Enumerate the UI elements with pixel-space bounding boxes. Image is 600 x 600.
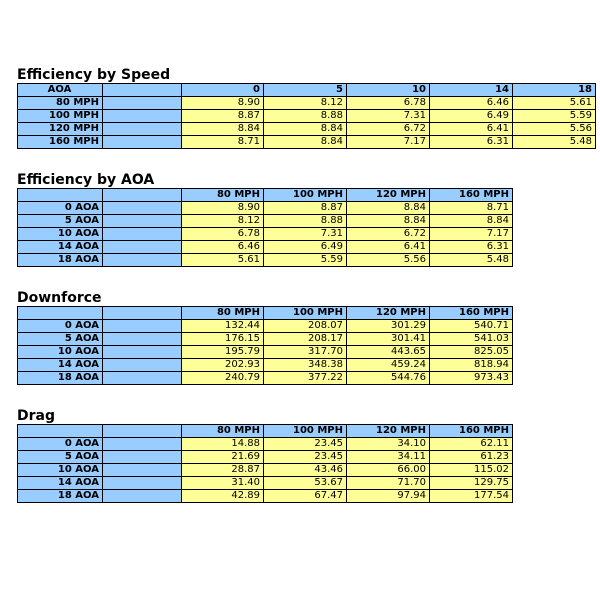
value-cell: 28.87 (182, 464, 264, 477)
value-cell: 544.76 (347, 372, 430, 385)
table-row (18, 333, 513, 346)
value-cell: 129.75 (430, 477, 513, 490)
table-row (18, 123, 596, 136)
value-cell: 6.72 (347, 123, 430, 136)
table-row (18, 477, 513, 490)
blank-header-cell (18, 189, 103, 202)
value-cell: 8.71 (182, 136, 264, 149)
value-cell: 973.43 (430, 372, 513, 385)
blank-cell (103, 97, 182, 110)
row-label: 10 AOA (18, 464, 103, 477)
row-label: 5 AOA (18, 451, 103, 464)
blank-cell (103, 464, 182, 477)
blank-cell (103, 110, 182, 123)
value-cell: 443.65 (347, 346, 430, 359)
value-cell: 377.22 (264, 372, 347, 385)
column-header: 100 MPH (264, 189, 347, 202)
value-cell: 8.87 (264, 202, 347, 215)
efficiency-by-speed-section (17, 67, 596, 149)
value-cell: 61.23 (430, 451, 513, 464)
value-cell: 348.38 (264, 359, 347, 372)
row-label: 5 AOA (18, 215, 103, 228)
blank-header-cell (103, 84, 182, 97)
value-cell: 8.12 (182, 215, 264, 228)
table-row (18, 254, 513, 267)
row-label: 160 MPH (18, 136, 103, 149)
row-label: 0 AOA (18, 320, 103, 333)
value-cell: 195.79 (182, 346, 264, 359)
blank-header-cell (18, 425, 103, 438)
table-row (18, 202, 513, 215)
column-header: 160 MPH (430, 425, 513, 438)
value-cell: 825.05 (430, 346, 513, 359)
row-label: 5 AOA (18, 333, 103, 346)
value-cell: 23.45 (264, 451, 347, 464)
value-cell: 6.31 (430, 136, 513, 149)
value-cell: 301.29 (347, 320, 430, 333)
row-label: 14 AOA (18, 241, 103, 254)
value-cell: 176.15 (182, 333, 264, 346)
section-title: Efficiency by Speed (17, 67, 171, 83)
value-cell: 8.90 (182, 202, 264, 215)
blank-header-cell (103, 189, 182, 202)
header-row (18, 84, 596, 97)
blank-cell (103, 136, 182, 149)
value-cell: 240.79 (182, 372, 264, 385)
value-cell: 5.48 (513, 136, 596, 149)
downforce-section (17, 290, 513, 385)
efficiency-by-speed-table (17, 83, 596, 149)
section-title: Efficiency by AOA (17, 172, 155, 188)
value-cell: 6.49 (430, 110, 513, 123)
efficiency-by-aoa-section (17, 172, 513, 267)
value-cell: 8.84 (430, 215, 513, 228)
value-cell: 8.88 (264, 215, 347, 228)
efficiency-by-aoa-table (17, 188, 513, 267)
corner-label: AOA (18, 84, 103, 97)
row-label: 18 AOA (18, 372, 103, 385)
value-cell: 6.41 (347, 241, 430, 254)
value-cell: 34.11 (347, 451, 430, 464)
value-cell: 7.31 (264, 228, 347, 241)
table-row (18, 241, 513, 254)
value-cell: 8.84 (347, 202, 430, 215)
value-cell: 8.84 (347, 215, 430, 228)
value-cell: 71.70 (347, 477, 430, 490)
value-cell: 8.87 (182, 110, 264, 123)
row-label: 18 AOA (18, 490, 103, 503)
value-cell: 53.67 (264, 477, 347, 490)
column-header: 160 MPH (430, 307, 513, 320)
value-cell: 6.49 (264, 241, 347, 254)
row-label: 18 AOA (18, 254, 103, 267)
column-header: 160 MPH (430, 189, 513, 202)
table-row (18, 359, 513, 372)
value-cell: 5.48 (430, 254, 513, 267)
value-cell: 6.46 (182, 241, 264, 254)
value-cell: 6.78 (182, 228, 264, 241)
drag-section (17, 408, 513, 503)
column-header: 100 MPH (264, 307, 347, 320)
value-cell: 5.61 (182, 254, 264, 267)
blank-cell (103, 477, 182, 490)
row-label: 120 MPH (18, 123, 103, 136)
row-label: 0 AOA (18, 202, 103, 215)
section-title: Drag (17, 408, 55, 424)
column-header: 0 (182, 84, 264, 97)
value-cell: 66.00 (347, 464, 430, 477)
table-row (18, 346, 513, 359)
row-label: 10 AOA (18, 228, 103, 241)
value-cell: 301.41 (347, 333, 430, 346)
column-header: 10 (347, 84, 430, 97)
value-cell: 8.71 (430, 202, 513, 215)
table-row (18, 228, 513, 241)
value-cell: 8.84 (264, 136, 347, 149)
row-label: 10 AOA (18, 346, 103, 359)
blank-cell (103, 333, 182, 346)
column-header: 100 MPH (264, 425, 347, 438)
value-cell: 5.56 (347, 254, 430, 267)
table-row (18, 97, 596, 110)
blank-cell (103, 346, 182, 359)
blank-cell (103, 359, 182, 372)
value-cell: 541.03 (430, 333, 513, 346)
table-row (18, 464, 513, 477)
column-header: 80 MPH (182, 307, 264, 320)
value-cell: 132.44 (182, 320, 264, 333)
table-row (18, 372, 513, 385)
value-cell: 31.40 (182, 477, 264, 490)
value-cell: 8.88 (264, 110, 347, 123)
table-row (18, 215, 513, 228)
value-cell: 8.84 (182, 123, 264, 136)
column-header: 80 MPH (182, 189, 264, 202)
value-cell: 6.46 (430, 97, 513, 110)
value-cell: 42.89 (182, 490, 264, 503)
downforce-table (17, 306, 513, 385)
blank-cell (103, 320, 182, 333)
blank-cell (103, 372, 182, 385)
value-cell: 6.41 (430, 123, 513, 136)
value-cell: 34.10 (347, 438, 430, 451)
blank-cell (103, 451, 182, 464)
table-row (18, 110, 596, 123)
row-label: 14 AOA (18, 359, 103, 372)
row-label: 0 AOA (18, 438, 103, 451)
value-cell: 6.78 (347, 97, 430, 110)
row-label: 100 MPH (18, 110, 103, 123)
column-header: 120 MPH (347, 425, 430, 438)
table-row (18, 438, 513, 451)
value-cell: 7.17 (430, 228, 513, 241)
value-cell: 6.72 (347, 228, 430, 241)
value-cell: 14.88 (182, 438, 264, 451)
drag-table (17, 424, 513, 503)
value-cell: 43.46 (264, 464, 347, 477)
column-header: 80 MPH (182, 425, 264, 438)
value-cell: 818.94 (430, 359, 513, 372)
value-cell: 202.93 (182, 359, 264, 372)
value-cell: 67.47 (264, 490, 347, 503)
table-row (18, 451, 513, 464)
blank-cell (103, 228, 182, 241)
row-label: 14 AOA (18, 477, 103, 490)
value-cell: 208.17 (264, 333, 347, 346)
blank-cell (103, 254, 182, 267)
value-cell: 6.31 (430, 241, 513, 254)
value-cell: 7.17 (347, 136, 430, 149)
column-header: 18 (513, 84, 596, 97)
value-cell: 97.94 (347, 490, 430, 503)
value-cell: 459.24 (347, 359, 430, 372)
blank-header-cell (103, 425, 182, 438)
table-row (18, 490, 513, 503)
value-cell: 23.45 (264, 438, 347, 451)
row-label: 80 MPH (18, 97, 103, 110)
blank-cell (103, 241, 182, 254)
blank-cell (103, 202, 182, 215)
value-cell: 21.69 (182, 451, 264, 464)
blank-cell (103, 490, 182, 503)
blank-cell (103, 215, 182, 228)
blank-cell (103, 123, 182, 136)
column-header: 120 MPH (347, 189, 430, 202)
value-cell: 115.02 (430, 464, 513, 477)
value-cell: 8.90 (182, 97, 264, 110)
table-row (18, 136, 596, 149)
column-header: 14 (430, 84, 513, 97)
value-cell: 540.71 (430, 320, 513, 333)
value-cell: 5.59 (513, 110, 596, 123)
header-row (18, 425, 513, 438)
value-cell: 5.61 (513, 97, 596, 110)
section-title: Downforce (17, 290, 102, 306)
header-row (18, 307, 513, 320)
value-cell: 317.70 (264, 346, 347, 359)
blank-header-cell (18, 307, 103, 320)
value-cell: 177.54 (430, 490, 513, 503)
value-cell: 7.31 (347, 110, 430, 123)
value-cell: 208.07 (264, 320, 347, 333)
value-cell: 62.11 (430, 438, 513, 451)
table-row (18, 320, 513, 333)
blank-cell (103, 438, 182, 451)
value-cell: 5.59 (264, 254, 347, 267)
blank-header-cell (103, 307, 182, 320)
value-cell: 5.56 (513, 123, 596, 136)
header-row (18, 189, 513, 202)
value-cell: 8.84 (264, 123, 347, 136)
column-header: 120 MPH (347, 307, 430, 320)
column-header: 5 (264, 84, 347, 97)
value-cell: 8.12 (264, 97, 347, 110)
